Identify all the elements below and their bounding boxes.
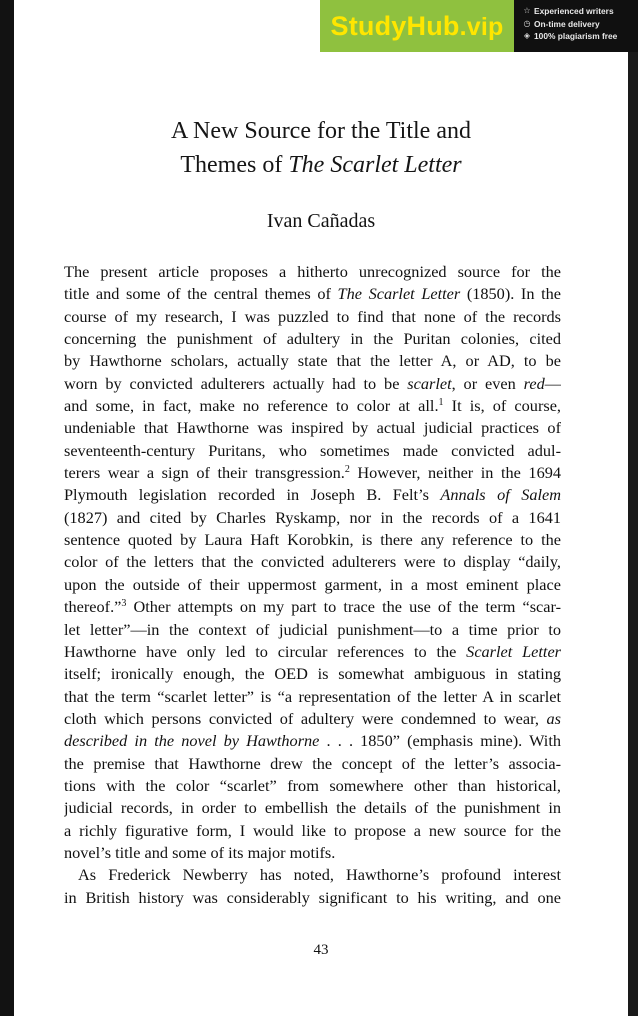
body-line bbox=[64, 797, 561, 819]
body-line bbox=[64, 842, 561, 864]
body-line bbox=[64, 507, 561, 529]
line-text: thereof.” bbox=[64, 597, 122, 617]
line-text: cloth which persons convicted of adultery were condemned to wear, bbox=[64, 708, 547, 728]
body-line bbox=[64, 283, 561, 305]
line-text: The present article proposes a hitherto unrecognized source for the bbox=[64, 262, 561, 281]
body-line bbox=[64, 887, 561, 909]
italic-text: described in the novel by Hawthorne bbox=[64, 731, 320, 751]
line-text: . . . 1850” (emphasis mine). With bbox=[319, 731, 561, 751]
footnote-marker: 2 bbox=[344, 464, 350, 476]
body-line bbox=[64, 350, 561, 372]
body-line bbox=[64, 730, 561, 752]
page-number: 43 bbox=[313, 942, 329, 958]
line-text: However, neither in the 1694 bbox=[349, 463, 561, 483]
line-text: title and some of the central themes of bbox=[64, 284, 338, 304]
line-text: itself; ironically enough, the OED is somewhat ambiguous in stating bbox=[64, 664, 561, 684]
italic-text: The Scarlet Letter bbox=[337, 284, 461, 304]
line-text: judicial records, in order to embellish the details of the punishment in bbox=[64, 798, 561, 818]
clock-icon: ◷ bbox=[523, 18, 531, 28]
article-title-line-2 bbox=[14, 148, 628, 182]
body-line bbox=[64, 261, 561, 283]
line-text: course of my research, I was puzzled to find that none of the records bbox=[64, 306, 561, 326]
italic-text: scarlet bbox=[407, 373, 452, 393]
body-line bbox=[64, 417, 561, 439]
title-italic-work: The Scarlet Letter bbox=[288, 152, 462, 178]
body-line bbox=[64, 864, 561, 886]
line-text: (1827) and cited by Charles Ryskamp, nor in the records of a 1641 bbox=[64, 507, 561, 527]
banner-badges bbox=[522, 5, 634, 43]
line-text: the premise that Hawthorne drew the concept of the letter’s associa- bbox=[64, 753, 561, 773]
body-line bbox=[64, 775, 561, 797]
star-icon: ☆ bbox=[523, 6, 531, 15]
body-line bbox=[64, 440, 561, 462]
body-line bbox=[64, 529, 561, 551]
article-title-line-1: A New Source for the Title and bbox=[171, 118, 471, 144]
line-text: concerning the punishment of adultery in the Puritan colonies, cited bbox=[64, 329, 561, 349]
article-body bbox=[64, 261, 561, 909]
body-line bbox=[64, 462, 561, 484]
article-author: Ivan Cañadas bbox=[266, 210, 376, 232]
body-line bbox=[64, 596, 561, 618]
line-text: by Hawthorne scholars, actually state that the letter A, or AD, to be bbox=[64, 351, 561, 371]
line-text: sentence quoted by Laura Haft Korobkin, is there any reference to the bbox=[64, 530, 561, 550]
badge-label: Experienced writers bbox=[534, 6, 614, 16]
body-line bbox=[64, 574, 561, 596]
line-text: novel’s title and some of its major motifs. bbox=[64, 842, 336, 862]
line-text: undeniable that Hawthorne was inspired by actual judicial practices of bbox=[64, 418, 561, 438]
line-text: and some, in fact, make no reference to color at all. bbox=[64, 396, 439, 416]
line-text: color of the letters that the convicted adulterers were to display “daily, bbox=[64, 552, 561, 572]
line-text: that the term “scarlet letter” is “a representation of the letter A in scarlet bbox=[64, 686, 561, 706]
footnote-marker: 1 bbox=[438, 397, 444, 409]
body-line bbox=[64, 619, 561, 641]
body-line bbox=[64, 708, 561, 730]
badge-experienced-writers bbox=[522, 5, 634, 18]
body-line bbox=[64, 306, 561, 328]
badge-plagiarism-free bbox=[522, 30, 634, 43]
line-text: terers wear a sign of their transgression. bbox=[64, 463, 345, 483]
scan-right-edge bbox=[628, 0, 638, 1016]
body-line bbox=[64, 753, 561, 775]
body-line bbox=[64, 373, 561, 395]
italic-text: as bbox=[546, 708, 561, 728]
body-line bbox=[64, 663, 561, 685]
body-line bbox=[64, 328, 561, 350]
body-line bbox=[64, 395, 561, 417]
italic-text: Scarlet Letter bbox=[466, 641, 561, 661]
italic-text: Annals of Salem bbox=[440, 485, 561, 505]
line-text: tions with the color “scarlet” from somewhere other than historical, bbox=[64, 775, 561, 795]
body-line bbox=[64, 641, 561, 663]
line-text: As Frederick Newberry has noted, Hawthorne’s profound interest bbox=[78, 865, 561, 885]
badge-label: On-time delivery bbox=[534, 18, 600, 29]
line-text: seventeenth-century Puritans, who sometimes made convicted adul- bbox=[64, 440, 561, 460]
body-line bbox=[64, 686, 561, 708]
line-text: a richly figurative form, I would like to propose a new source for the bbox=[64, 820, 561, 840]
scan-left-edge bbox=[0, 0, 14, 1016]
line-text: in British history was considerably significant to his writing, and one bbox=[64, 887, 561, 907]
badge-on-time-delivery bbox=[522, 18, 634, 31]
line-text: , or even bbox=[451, 373, 524, 393]
shield-icon: ◈ bbox=[523, 31, 531, 41]
line-text: Hawthorne have only led to circular references to the bbox=[64, 641, 467, 661]
line-text: It is, of course, bbox=[443, 396, 561, 416]
line-text: Other attempts on my part to trace the use of the term “scar- bbox=[126, 597, 561, 617]
body-line bbox=[64, 484, 561, 506]
logo-text: StudyHub.vip bbox=[330, 10, 504, 41]
body-line bbox=[64, 551, 561, 573]
footnote-marker: 3 bbox=[121, 598, 127, 610]
italic-text: red bbox=[523, 373, 545, 393]
badge-label: 100% plagiarism free bbox=[534, 31, 618, 42]
studyhub-logo[interactable] bbox=[320, 0, 514, 52]
line-text: upon the outside of their uppermost garment, in a most eminent place bbox=[64, 574, 561, 594]
line-text: Plymouth legislation recorded in Joseph B. Felt’s bbox=[64, 485, 441, 505]
line-text: — bbox=[544, 373, 561, 393]
line-text: worn by convicted adulterers actually had to be bbox=[64, 373, 408, 393]
body-line bbox=[64, 820, 561, 842]
title-text: Themes of bbox=[180, 152, 289, 178]
line-text: (1850). In the bbox=[460, 284, 561, 304]
line-text: let letter”—in the context of judicial punishment—to a time prior to bbox=[64, 619, 561, 639]
